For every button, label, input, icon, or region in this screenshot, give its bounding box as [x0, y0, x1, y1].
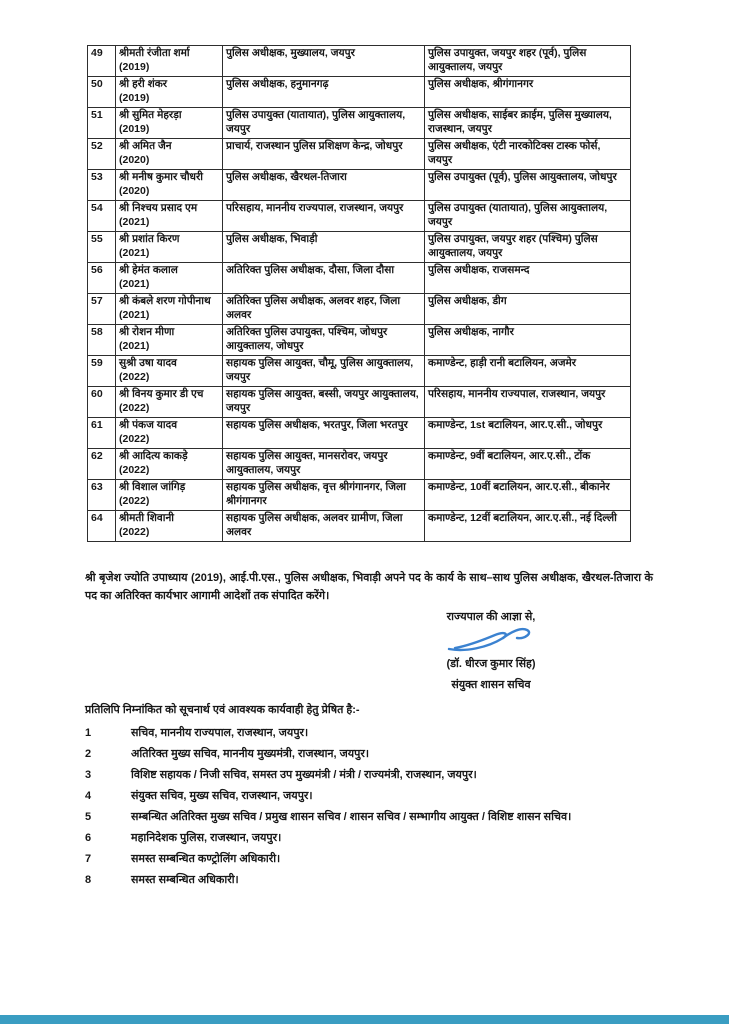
distribution-item-number: 5 — [85, 811, 92, 823]
batch-year: (2020) — [119, 184, 150, 197]
cell-serial-number: 57 — [88, 294, 116, 325]
signatory-title: संयुक्त शासन सचिव — [451, 679, 531, 691]
distribution-item-text: समस्त सम्बन्धित कण्ट्रोलिंग अधिकारी। — [131, 853, 281, 865]
table-row — [88, 139, 631, 170]
cell-current-posting: प्राचार्य, राजस्थान पुलिस प्रशिक्षण केन्द्र, जोधपुर — [223, 139, 425, 170]
distribution-item-text: सचिव, माननीय राज्यपाल, राजस्थान, जयपुर। — [131, 727, 309, 739]
table-row — [88, 263, 631, 294]
cell-new-posting: परिसहाय, माननीय राज्यपाल, राजस्थान, जयपुर — [425, 387, 631, 418]
cell-current-posting: सहायक पुलिस आयुक्त, चौमू, पुलिस आयुक्तालय, जयपुर — [223, 356, 425, 387]
distribution-item — [85, 810, 665, 831]
cell-serial-number: 58 — [88, 325, 116, 356]
distribution-item-number: 8 — [85, 874, 92, 886]
officer-name: श्री मनीष कुमार चौधरी — [119, 171, 204, 183]
by-order-line: राज्यपाल की आज्ञा से, — [446, 611, 536, 623]
batch-year: (2022) — [119, 370, 150, 383]
cell-officer-name — [116, 325, 223, 356]
cell-officer-name — [116, 77, 223, 108]
officer-name: श्री रोशन मीणा — [119, 326, 175, 338]
cell-officer-name — [116, 449, 223, 480]
batch-year: (2021) — [119, 246, 150, 259]
transfer-table-body — [88, 46, 631, 542]
distribution-list — [85, 703, 665, 894]
cell-officer-name — [116, 139, 223, 170]
cell-current-posting: पुलिस अधीक्षक, हनुमानगढ़ — [223, 77, 425, 108]
batch-year: (2021) — [119, 215, 150, 228]
cell-current-posting: सहायक पुलिस आयुक्त, बस्सी, जयपुर आयुक्तालय, जयपुर — [223, 387, 425, 418]
table-row — [88, 387, 631, 418]
cell-new-posting: पुलिस उपायुक्त (यातायात), पुलिस आयुक्तालय, जयपुर — [425, 201, 631, 232]
cell-current-posting: सहायक पुलिस अधीक्षक, अलवर ग्रामीण, जिला अलवर — [223, 511, 425, 542]
officer-name: श्री प्रशांत किरण — [119, 233, 180, 245]
distribution-item-number: 6 — [85, 832, 92, 844]
distribution-item-number: 1 — [85, 727, 92, 739]
table-row — [88, 201, 631, 232]
table-row — [88, 325, 631, 356]
cell-officer-name — [116, 263, 223, 294]
cell-serial-number: 56 — [88, 263, 116, 294]
cell-current-posting: परिसहाय, माननीय राज्यपाल, राजस्थान, जयपुर — [223, 201, 425, 232]
table-row — [88, 294, 631, 325]
distribution-item — [85, 852, 665, 873]
cell-new-posting: कमाण्डेन्ट, हाड़ी रानी बटालियन, अजमेर — [425, 356, 631, 387]
cell-serial-number: 52 — [88, 139, 116, 170]
table-row — [88, 356, 631, 387]
table-row — [88, 449, 631, 480]
distribution-item — [85, 789, 665, 810]
distribution-item-text: अतिरिक्त मुख्य सचिव, माननीय मुख्यमंत्री, राजस्थान, जयपुर। — [131, 748, 370, 760]
cell-serial-number: 63 — [88, 480, 116, 511]
cell-officer-name — [116, 387, 223, 418]
batch-year: (2021) — [119, 308, 150, 321]
cell-new-posting: पुलिस उपायुक्त, जयपुर शहर (पश्चिम) पुलिस आयुक्तालय, जयपुर — [425, 232, 631, 263]
cell-new-posting: पुलिस उपायुक्त (पूर्व), पुलिस आयुक्तालय, जोधपुर — [425, 170, 631, 201]
batch-year: (2021) — [119, 277, 150, 290]
officer-name: श्री हरी शंकर — [119, 78, 168, 90]
distribution-item — [85, 726, 665, 747]
batch-year: (2021) — [119, 339, 150, 352]
cell-new-posting: पुलिस अधीक्षक, साईबर क्राईम, पुलिस मुख्यालय, राजस्थान, जयपुर — [425, 108, 631, 139]
cell-current-posting: पुलिस अधीक्षक, खैरथल-तिजारा — [223, 170, 425, 201]
cell-serial-number: 59 — [88, 356, 116, 387]
cell-officer-name — [116, 294, 223, 325]
cell-serial-number: 54 — [88, 201, 116, 232]
cell-serial-number: 53 — [88, 170, 116, 201]
cell-officer-name — [116, 356, 223, 387]
batch-year: (2022) — [119, 432, 150, 445]
cell-current-posting: पुलिस उपायुक्त (यातायात), पुलिस आयुक्तालय, जयपुर — [223, 108, 425, 139]
cell-current-posting: अतिरिक्त पुलिस अधीक्षक, दौसा, जिला दौसा — [223, 263, 425, 294]
table-row — [88, 232, 631, 263]
table-row — [88, 108, 631, 139]
distribution-item-text: विशिष्ट सहायक / निजी सचिव, समस्त उप मुख्यमंत्री / मंत्री / राज्यमंत्री, राजस्थान, जयपुर। — [131, 769, 477, 781]
officer-name: श्री विशाल जांगिड़ — [119, 481, 186, 493]
cell-officer-name — [116, 232, 223, 263]
bottom-scroll-bar — [0, 1015, 729, 1024]
cell-serial-number: 61 — [88, 418, 116, 449]
cell-current-posting: अतिरिक्त पुलिस अधीक्षक, अलवर शहर, जिला अलवर — [223, 294, 425, 325]
table-row — [88, 480, 631, 511]
cell-officer-name — [116, 46, 223, 77]
cell-new-posting: कमाण्डेन्ट, 1st बटालियन, आर.ए.सी., जोधपुर — [425, 418, 631, 449]
officer-name: श्री विनय कुमार डी एच — [119, 388, 204, 400]
distribution-item-number: 3 — [85, 769, 92, 781]
table-row — [88, 46, 631, 77]
table-row — [88, 77, 631, 108]
additional-charge-note: श्री बृजेश ज्योति उपाध्याय (2019), आई.पी.एस., पुलिस अधीक्षक, भिवाड़ी अपने पद के कार्य के साथ–साथ पुलिस अधीक्षक, खैरथल-तिजारा के पद का अतिरिक्त कार्यभार आगामी आदेशों तक संपादित करेंगे। — [85, 572, 653, 602]
cell-current-posting: पुलिस अधीक्षक, भिवाड़ी — [223, 232, 425, 263]
officer-name: श्री अमित जैन — [119, 140, 172, 152]
cell-officer-name — [116, 418, 223, 449]
batch-year: (2022) — [119, 525, 150, 538]
cell-serial-number: 55 — [88, 232, 116, 263]
cell-current-posting: सहायक पुलिस अधीक्षक, भरतपुर, जिला भरतपुर — [223, 418, 425, 449]
officer-name: श्रीमती शिवानी — [119, 512, 175, 524]
cell-current-posting: सहायक पुलिस अधीक्षक, वृत्त श्रीगंगानगर, जिला श्रीगंगानगर — [223, 480, 425, 511]
cell-officer-name — [116, 108, 223, 139]
distribution-item — [85, 873, 665, 894]
cell-new-posting: पुलिस अधीक्षक, श्रीगंगानगर — [425, 77, 631, 108]
batch-year: (2022) — [119, 494, 150, 507]
distribution-item — [85, 768, 665, 789]
distribution-items — [85, 726, 665, 894]
distribution-item-text: महानिदेशक पुलिस, राजस्थान, जयपुर। — [131, 832, 282, 844]
table-row — [88, 511, 631, 542]
officer-name: श्री पंकज यादव — [119, 419, 178, 431]
cell-serial-number: 60 — [88, 387, 116, 418]
batch-year: (2022) — [119, 401, 150, 414]
distribution-item-number: 7 — [85, 853, 92, 865]
signatory-name: (डॉ. धीरज कुमार सिंह) — [446, 658, 536, 670]
officer-name: श्री निश्चय प्रसाद एम — [119, 202, 198, 214]
officer-name: श्री कंबले शरण गोपीनाथ — [119, 295, 211, 307]
distribution-item-number: 2 — [85, 748, 92, 760]
cell-new-posting: कमाण्डेन्ट, 12वीं बटालियन, आर.ए.सी., नई दिल्ली — [425, 511, 631, 542]
officer-name: श्री हेमंत कलाल — [119, 264, 178, 276]
distribution-item-text: सम्बन्धित अतिरिक्त मुख्य सचिव / प्रमुख शासन सचिव / शासन सचिव / सम्भागीय आयुक्त / विशिष्ट शासन सचिव। — [131, 811, 572, 823]
cell-officer-name — [116, 170, 223, 201]
distribution-item-number: 4 — [85, 790, 92, 802]
cell-serial-number: 50 — [88, 77, 116, 108]
cell-serial-number: 51 — [88, 108, 116, 139]
cell-current-posting: पुलिस अधीक्षक, मुख्यालय, जयपुर — [223, 46, 425, 77]
batch-year: (2022) — [119, 463, 150, 476]
distribution-heading: प्रतिलिपि निम्नांकित को सूचनार्थ एवं आवश्यक कार्यवाही हेतु प्रेषित है:- — [85, 704, 360, 716]
officer-name: श्री आदित्य काकड़े — [119, 450, 188, 462]
cell-new-posting: पुलिस अधीक्षक, नागौर — [425, 325, 631, 356]
distribution-item-text: समस्त सम्बन्धित अधिकारी। — [131, 874, 239, 886]
cell-serial-number: 62 — [88, 449, 116, 480]
table-row — [88, 418, 631, 449]
cell-new-posting: पुलिस उपायुक्त, जयपुर शहर (पूर्व), पुलिस आयुक्तालय, जयपुर — [425, 46, 631, 77]
cell-officer-name — [116, 511, 223, 542]
cell-new-posting: पुलिस अधीक्षक, राजसमन्द — [425, 263, 631, 294]
cell-serial-number: 49 — [88, 46, 116, 77]
cell-officer-name — [116, 480, 223, 511]
table-row — [88, 170, 631, 201]
batch-year: (2019) — [119, 122, 150, 135]
cell-new-posting: पुलिस अधीक्षक, एंटी नारकोटिक्स टास्क फोर्स, जयपुर — [425, 139, 631, 170]
cell-current-posting: अतिरिक्त पुलिस उपायुक्त, पश्चिम, जोधपुर आयुक्तालय, जोधपुर — [223, 325, 425, 356]
signature-block — [400, 610, 582, 692]
officer-name: श्री सुमित मेहरड़ा — [119, 109, 182, 121]
cell-current-posting: सहायक पुलिस आयुक्त, मानसरोवर, जयपुर आयुक्तालय, जयपुर — [223, 449, 425, 480]
distribution-item — [85, 831, 665, 852]
distribution-item — [85, 747, 665, 768]
batch-year: (2019) — [119, 91, 150, 104]
distribution-item-text: संयुक्त सचिव, मुख्य सचिव, राजस्थान, जयपुर। — [131, 790, 313, 802]
signature-ink-icon — [443, 625, 539, 655]
batch-year: (2019) — [119, 60, 150, 73]
cell-new-posting: कमाण्डेन्ट, 10वीं बटालियन, आर.ए.सी., बीकानेर — [425, 480, 631, 511]
batch-year: (2020) — [119, 153, 150, 166]
officer-transfer-table — [87, 45, 631, 542]
cell-new-posting: कमाण्डेन्ट, 9वीं बटालियन, आर.ए.सी., टोंक — [425, 449, 631, 480]
cell-new-posting: पुलिस अधीक्षक, डीग — [425, 294, 631, 325]
officer-name: श्रीमती रंजीता शर्मा — [119, 47, 190, 59]
cell-serial-number: 64 — [88, 511, 116, 542]
cell-officer-name — [116, 201, 223, 232]
officer-name: सुश्री उषा यादव — [119, 357, 177, 369]
